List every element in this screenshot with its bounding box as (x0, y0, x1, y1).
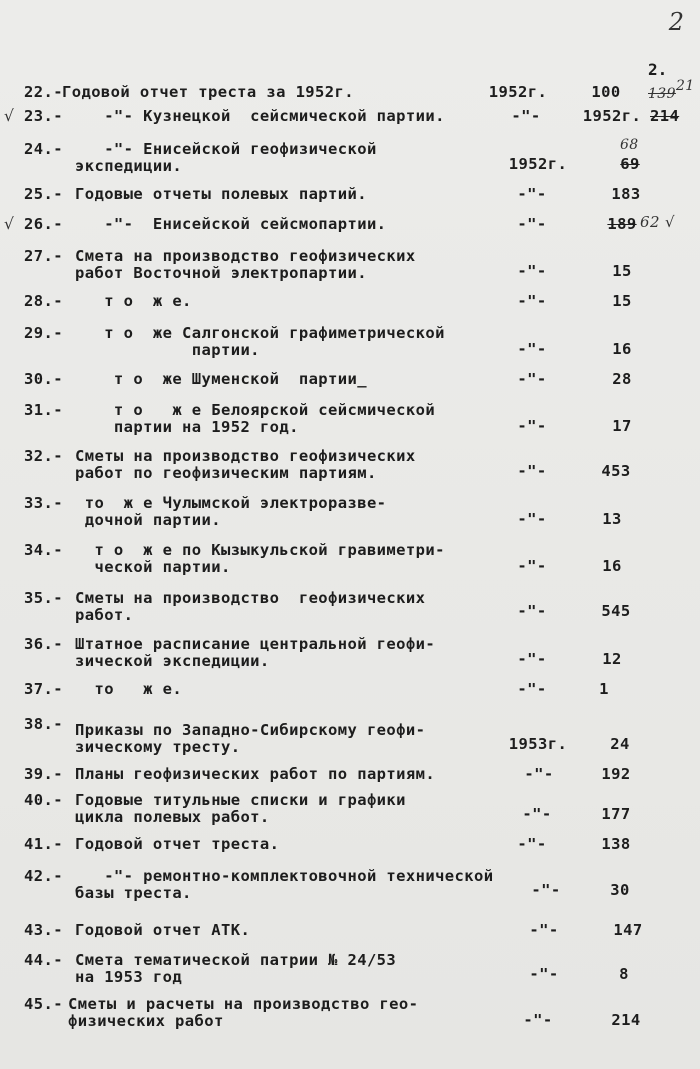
item-year: -"- (517, 557, 547, 575)
item-year: -"- (524, 765, 554, 783)
item-count: 28 (612, 370, 632, 388)
item-text: -"- ремонтно-комплектовочной технической базы треста. (75, 867, 494, 902)
item-count: 192 (601, 765, 631, 783)
item-text: Штатное расписание центральной геофи- зической экспедиции. (75, 635, 436, 670)
item-number: 32.- (24, 447, 63, 465)
item-text: Годовые отчеты полевых партий. (75, 185, 367, 203)
item-year: 1952г. (508, 155, 568, 173)
item-text: Сметы и расчеты на производство гео- физических работ (68, 995, 419, 1030)
item-year: -"- (517, 462, 547, 480)
item-year: 1952г. (488, 83, 548, 101)
item-count: 24 (610, 735, 630, 753)
item-number: 37.- (24, 680, 63, 698)
item-count: 17 (612, 417, 632, 435)
item-number: 33.- (24, 494, 63, 512)
item-count: 1952г. (582, 107, 642, 125)
item-year: -"- (517, 680, 547, 698)
item-text: Смета на производство геофизических работ Восточной электропартии. (75, 247, 416, 282)
item-text: т о ж е. (75, 292, 192, 310)
item-text: Смета тематической патрии № 24/53 на 1953 год (75, 951, 397, 986)
page-number: 2. (648, 60, 668, 79)
item-number: 26.- (24, 215, 63, 233)
item-count: 100 (591, 83, 621, 101)
item-year: -"- (522, 805, 552, 823)
item-number: 38.- (24, 715, 63, 733)
item-number: 42.- (24, 867, 63, 885)
item-text: то ж е Чулымской электроразве- дочной партии. (84, 494, 387, 529)
item-number: 31.- (24, 401, 63, 419)
item-year: -"- (517, 292, 547, 310)
item-year: -"- (517, 340, 547, 358)
check-mark: √ (4, 215, 15, 233)
item-count: 138 (601, 835, 631, 853)
item-year: -"- (517, 262, 547, 280)
item-text: Планы геофизических работ по партиям. (75, 765, 436, 783)
check-mark: √ (4, 107, 15, 125)
handwritten-correction: 21 (676, 78, 695, 94)
item-number: 28.- (24, 292, 63, 310)
item-number: 43.- (24, 921, 63, 939)
item-number: 27.- (24, 247, 63, 265)
item-year: -"- (529, 921, 559, 939)
item-text: Годовой отчет АТК. (75, 921, 251, 939)
item-text: Сметы на производство геофизических работ по геофизическим партиям. (75, 447, 416, 482)
struck-value: 214 (650, 107, 680, 125)
item-number: 22.- (24, 83, 63, 101)
item-year: -"- (517, 185, 547, 203)
item-count: 15 (612, 292, 632, 310)
item-text: т о ж е Белоярской сейсмической партии на 1952 год. (113, 401, 436, 436)
item-count: 15 (612, 262, 632, 280)
item-year: -"- (517, 835, 547, 853)
item-count: 12 (602, 650, 622, 668)
item-year: -"- (517, 650, 547, 668)
item-number: 40.- (24, 791, 63, 809)
item-text: т о же Салгонской графиметрической партии. (104, 324, 445, 359)
item-text: Приказы по Западно-Сибирскому геофи- зическому тресту. (75, 721, 426, 756)
item-text: -"- Енисейской сейсмопартии. (75, 215, 387, 233)
item-text: Годовой отчет треста. (75, 835, 280, 853)
item-text: -"- Кузнецкой сейсмической партии. (75, 107, 445, 125)
item-number: 24.- (24, 140, 63, 158)
item-number: 41.- (24, 835, 63, 853)
item-number: 23.- (24, 107, 63, 125)
item-count: 183 (611, 185, 641, 203)
item-number: 29.- (24, 324, 63, 342)
item-count: 453 (601, 462, 631, 480)
item-count: 1 (599, 680, 609, 698)
item-text: -"- Енисейской геофизической экспедиции. (75, 140, 377, 175)
item-text: то ж е. (75, 680, 183, 698)
item-year: -"- (517, 602, 547, 620)
item-number: 34.- (24, 541, 63, 559)
item-year: 1953г. (508, 735, 568, 753)
item-count: 177 (601, 805, 631, 823)
item-year: -"- (517, 510, 547, 528)
item-count: 8 (619, 965, 629, 983)
item-text: Сметы на производство геофизических работ. (75, 589, 426, 624)
item-number: 25.- (24, 185, 63, 203)
item-count: 13 (602, 510, 622, 528)
item-count: 30 (610, 881, 630, 899)
item-count: 69 (620, 155, 640, 173)
item-year: -"- (517, 417, 547, 435)
item-text: Годовой отчет треста за 1952г. (62, 83, 354, 101)
item-number: 39.- (24, 765, 63, 783)
handwritten-correction: 68 (620, 137, 639, 153)
item-number: 35.- (24, 589, 63, 607)
item-number: 45.- (24, 995, 63, 1013)
item-year: -"- (523, 1011, 553, 1029)
item-year: -"- (511, 107, 541, 125)
item-count: 545 (601, 602, 631, 620)
item-year: -"- (529, 965, 559, 983)
archive-sheet-number: 2 (668, 8, 684, 36)
item-text: т о ж е по Кызыкульской гравиметри- ческой партии. (94, 541, 445, 576)
item-number: 36.- (24, 635, 63, 653)
item-count: 147 (613, 921, 643, 939)
item-text: т о же Шуменской партии_ (75, 370, 367, 388)
handwritten-correction: 139 (648, 86, 676, 102)
item-year: -"- (517, 370, 547, 388)
handwritten-correction: 62 √ (640, 213, 676, 231)
item-count: 189 (607, 215, 637, 233)
item-number: 44.- (24, 951, 63, 969)
item-year: -"- (531, 881, 561, 899)
item-count: 16 (612, 340, 632, 358)
item-number: 30.- (24, 370, 63, 388)
item-text: Годовые титульные списки и графики цикла полевых работ. (75, 791, 406, 826)
item-count: 16 (602, 557, 622, 575)
item-count: 214 (611, 1011, 641, 1029)
item-year: -"- (517, 215, 547, 233)
